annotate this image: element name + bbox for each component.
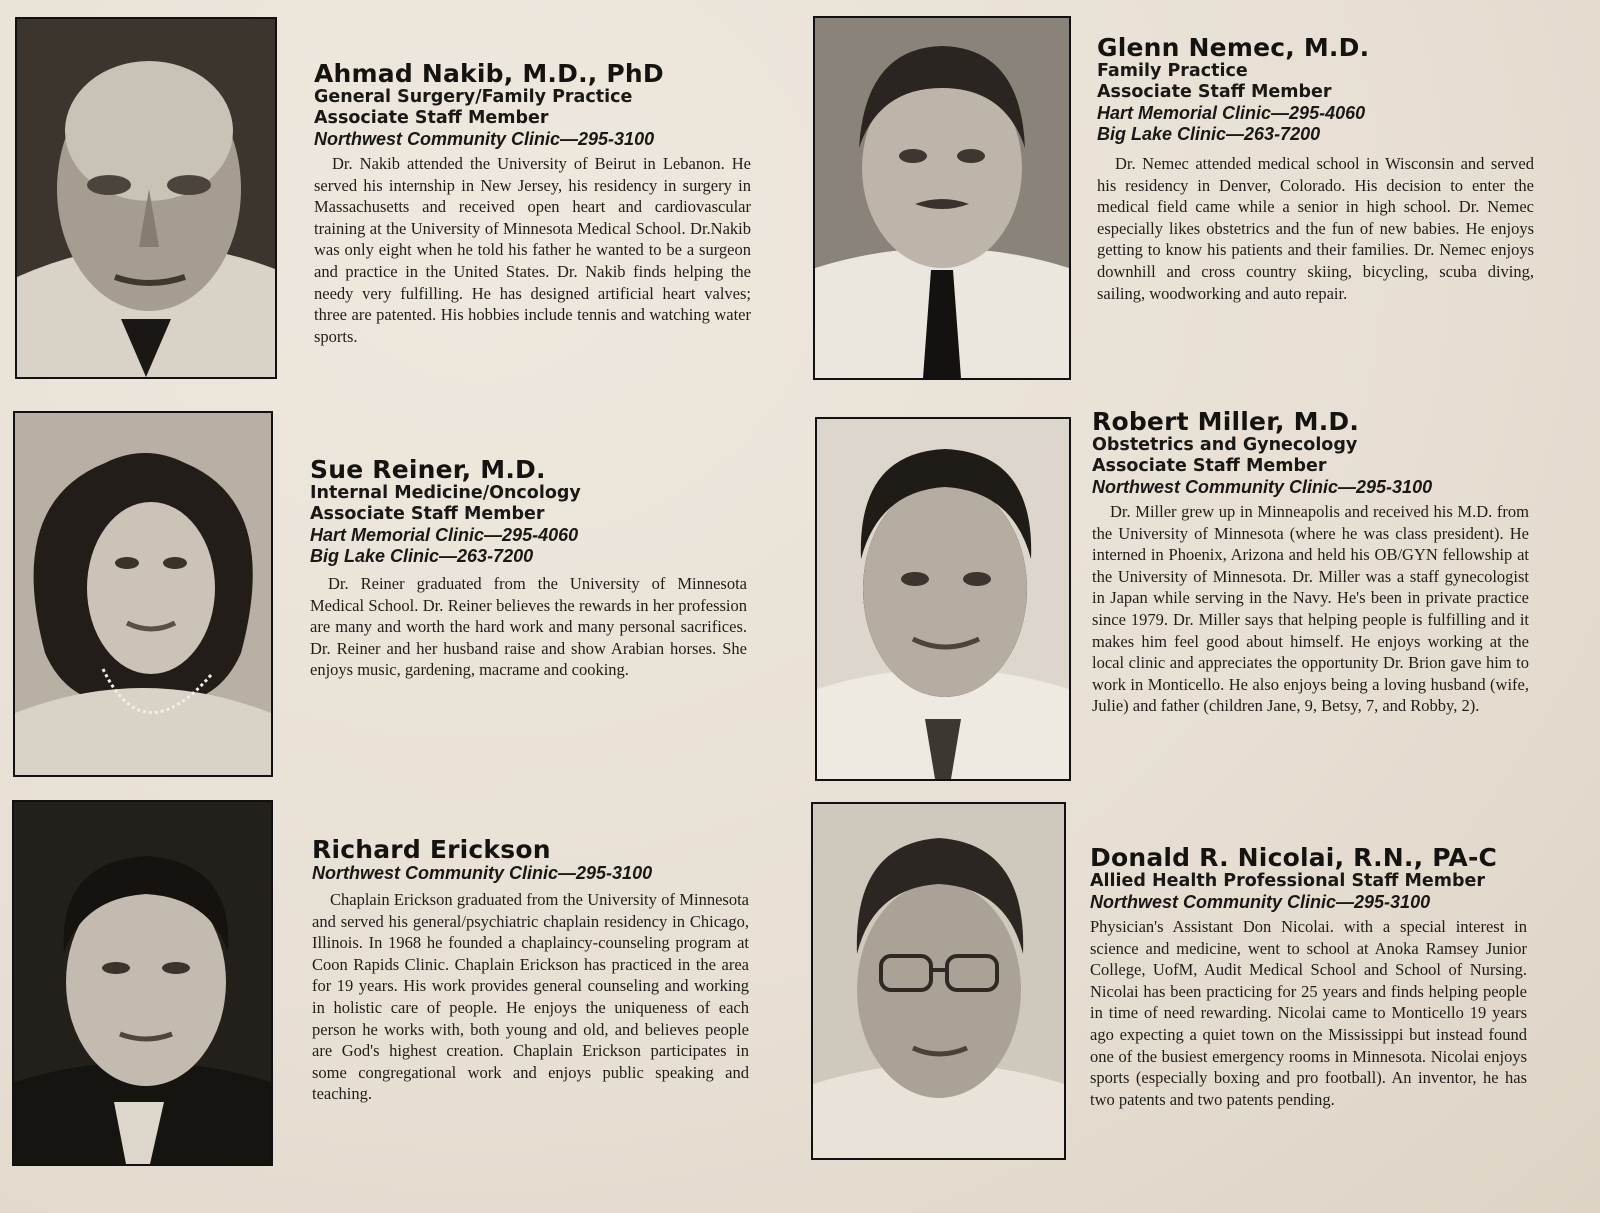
profile-name: Glenn Nemec, M.D. [1097,33,1370,62]
profile-clinic-secondary: Big Lake Clinic—263-7200 [310,546,534,566]
profile-clinic: Northwest Community Clinic—295-3100 [312,863,653,883]
profile-specialty: Internal Medicine/Oncology [310,483,581,503]
profile-clinic: Hart Memorial Clinic—295-4060 [310,525,579,545]
profile-specialty: Family Practice [1097,61,1248,81]
portrait-photo-nemec [813,16,1071,380]
profile-name: Robert Miller, M.D. [1092,407,1360,436]
portrait-photo-miller [815,417,1071,781]
profile-name: Richard Erickson [312,835,551,864]
profile-bio: Dr. Miller grew up in Minneapolis and received his M.D. from the University of Minnesota (where he was class president). He interned in Phoenix, Arizona and held his OB/GYN fellowship at the University of Minnesota. Dr. Miller was a staff gynecologist in Japan while serving in the Navy. He's been in private practice since 1979. Dr. Miller says that helping people is fulfilling and it makes him feel good about himself. He enjoys working at the local clinic and appreciates the opportunity Dr. Brion gave him to work in Monticello. He also enjoys being a loving husband (wife, Julie) and father (children Jane, 9, Betsy, 7, and Robby, 2). [1092,502,1529,716]
profile-staff-role: Associate Staff Member [314,108,549,128]
profile-reiner [310,456,747,681]
profile-bio: Dr. Reiner graduated from the University of Minnesota Medical School. Dr. Reiner believes the rewards in her profession are many and worth the hard work and many personal sacrifices. Dr. Reiner and her husband raise and show Arabian horses. She enjoys music, gardening, macrame and cooking. [310,574,747,680]
profile-clinic: Northwest Community Clinic—295-3100 [1090,892,1431,912]
profile-bio: Chaplain Erickson graduated from the University of Minnesota and served his general/psychiatric chaplain residency in Chicago, Illinois. In 1968 he founded a chaplaincy-counseling program at Coon Rapids Clinic. Chaplain Erickson has practiced in the area for 19 years. His work provides general counseling and working in holistic care of people. He enjoys the uniqueness of each person he works with, both young and old, and believes people are God's highest creation. Chaplain Erickson participates in some congregational work and enjoys public speaking and teaching. [312,890,749,1104]
profile-erickson [312,836,749,1105]
profile-nicolai [1090,844,1527,1110]
profile-miller [1092,408,1529,717]
profile-nakib [314,60,751,347]
profile-name: Donald R. Nicolai, R.N., PA-C [1090,843,1498,872]
profile-nemec [1097,34,1534,304]
profile-bio: Dr. Nakib attended the University of Beirut in Lebanon. He served his internship in New Jersey, his residency in surgery in Massachusetts and received open heart and cardiovascular training at the University of Minnesota Medical School. Dr.Nakib was only eight when he told his father he wanted to be a surgeon and practice in the United States. Dr. Nakib finds helping the needy very fulfilling. He has designed artificial heart valves; three are patented. His hobbies include tennis and watching water sports. [314,154,751,346]
portrait-photo-reiner [13,411,273,777]
profile-staff-role: Associate Staff Member [310,504,545,524]
profile-clinic: Northwest Community Clinic—295-3100 [1092,477,1433,497]
profile-clinic: Hart Memorial Clinic—295-4060 [1097,103,1366,123]
profile-name: Sue Reiner, M.D. [310,455,546,484]
profile-name: Ahmad Nakib, M.D., PhD [314,59,664,88]
profile-clinic: Northwest Community Clinic—295-3100 [314,129,655,149]
profile-bio: Physician's Assistant Don Nicolai. with a special interest in science and medicine, went to school at Anoka Ramsey Junior College, UofM, Audit Medical School and School of Nursing. Nicolai has been practicing for 25 years and finds helping people in time of need rewarding. Nicolai came to Monticello 19 years ago expecting a quiet town on the Mississippi but instead found one of the busiest emergency rooms in Minnesota. Nicolai enjoys sports (especially boxing and pro football). An inventor, he has two patents and two patents pending. [1090,917,1527,1109]
profile-specialty: General Surgery/Family Practice [314,87,633,107]
portrait-photo-nicolai [811,802,1066,1160]
profile-clinic-secondary: Big Lake Clinic—263-7200 [1097,124,1321,144]
profile-bio: Dr. Nemec attended medical school in Wisconsin and served his residency in Denver, Colorado. His decision to enter the medical field came while a senior in high school. Dr. Nemec especially likes obstetrics and the fun of new babies. He enjoys getting to know his patients and their families. Dr. Nemec enjoys downhill and cross country skiing, bicycling, scuba diving, sailing, woodworking and auto repair. [1097,154,1534,303]
profile-staff-role: Allied Health Professional Staff Member [1090,871,1486,891]
profile-staff-role: Associate Staff Member [1092,456,1327,476]
portrait-photo-erickson [12,800,273,1166]
profile-specialty: Obstetrics and Gynecology [1092,435,1358,455]
profile-staff-role: Associate Staff Member [1097,82,1332,102]
portrait-photo-nakib [15,17,277,379]
